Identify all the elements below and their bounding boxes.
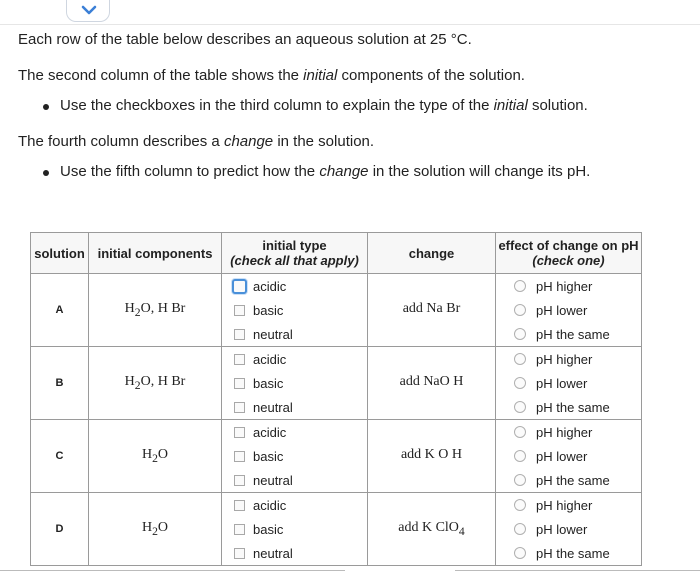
- type-option-basic[interactable]: basic: [222, 444, 367, 468]
- radio-button[interactable]: [514, 450, 526, 462]
- type-option-neutral[interactable]: neutral: [222, 468, 367, 492]
- effect-option-lower[interactable]: pH lower: [496, 517, 641, 541]
- type-option-acidic[interactable]: acidic: [222, 420, 367, 444]
- instruction-bullet-2: Use the fifth column to predict how the change in the solution will change its pH.: [60, 163, 591, 180]
- type-option-acidic[interactable]: acidic: [222, 347, 367, 371]
- header-effect: effect of change on pH (check one): [496, 233, 642, 274]
- type-option-neutral[interactable]: neutral: [222, 541, 367, 565]
- header-solution: solution: [31, 233, 89, 274]
- initial-type-options: [222, 493, 368, 566]
- bottom-edge-left: [0, 570, 345, 571]
- row-label: A: [31, 274, 89, 347]
- instruction-line-3: The fourth column describes a change in the solution.: [18, 133, 375, 150]
- type-option-basic[interactable]: basic: [222, 371, 367, 395]
- solutions-table: [30, 232, 642, 566]
- header-initial-type: initial type (check all that apply): [222, 233, 368, 274]
- initial-type-options: [222, 347, 368, 420]
- type-option-basic[interactable]: basic: [222, 517, 367, 541]
- effect-option-higher[interactable]: pH higher: [496, 493, 641, 517]
- initial-components: $H_2O$: [89, 493, 222, 566]
- effect-option-higher[interactable]: pH higher: [496, 347, 641, 371]
- instruction-bullet-1: Use the checkboxes in the third column to explain the type of the initial solution.: [60, 97, 588, 114]
- initial-components: $H_2O$: [89, 420, 222, 493]
- effect-option-same[interactable]: pH the same: [496, 395, 641, 419]
- radio-button[interactable]: [514, 401, 526, 413]
- row-label: D: [31, 493, 89, 566]
- bottom-edge-right: [455, 570, 700, 571]
- checkbox[interactable]: [234, 329, 245, 340]
- effect-option-same[interactable]: pH the same: [496, 322, 641, 346]
- bullet-dot: [43, 170, 49, 176]
- checkbox[interactable]: [234, 354, 245, 365]
- checkbox[interactable]: [234, 475, 245, 486]
- change-cell: add Na Br: [368, 274, 496, 347]
- change-cell: add K O H: [368, 420, 496, 493]
- table-row: [31, 347, 642, 420]
- radio-button[interactable]: [514, 426, 526, 438]
- checkbox[interactable]: [234, 427, 245, 438]
- checkbox[interactable]: [234, 524, 245, 535]
- effect-option-same[interactable]: pH the same: [496, 541, 641, 565]
- initial-type-options: [222, 420, 368, 493]
- effect-options: [496, 420, 642, 493]
- initial-type-options: [222, 274, 368, 347]
- table-row: [31, 420, 642, 493]
- table-row: [31, 493, 642, 566]
- table-row: [31, 274, 642, 347]
- top-separator: [0, 24, 700, 25]
- type-option-acidic[interactable]: acidic: [222, 274, 367, 298]
- chevron-down-icon: [81, 4, 97, 16]
- header-initial-components: initial components: [89, 233, 222, 274]
- initial-components: $H_2O$, H Br: [89, 274, 222, 347]
- instruction-line-2: The second column of the table shows the initial components of the solution.: [18, 67, 525, 84]
- radio-button[interactable]: [514, 280, 526, 292]
- checkbox[interactable]: [234, 402, 245, 413]
- effect-options: [496, 493, 642, 566]
- radio-button[interactable]: [514, 377, 526, 389]
- change-cell: add K ClO$_4$: [368, 493, 496, 566]
- instruction-line-1: Each row of the table below describes an aqueous solution at 25 °C.: [18, 31, 472, 48]
- effect-option-same[interactable]: pH the same: [496, 468, 641, 492]
- checkbox[interactable]: [232, 279, 247, 294]
- header-change: change: [368, 233, 496, 274]
- radio-button[interactable]: [514, 523, 526, 535]
- checkbox[interactable]: [234, 451, 245, 462]
- radio-button[interactable]: [514, 499, 526, 511]
- row-label: C: [31, 420, 89, 493]
- collapse-toggle[interactable]: [66, 0, 110, 22]
- radio-button[interactable]: [514, 474, 526, 486]
- bullet-dot: [43, 104, 49, 110]
- type-option-basic[interactable]: basic: [222, 298, 367, 322]
- effect-options: [496, 274, 642, 347]
- effect-options: [496, 347, 642, 420]
- checkbox[interactable]: [234, 548, 245, 559]
- checkbox[interactable]: [234, 305, 245, 316]
- type-option-acidic[interactable]: acidic: [222, 493, 367, 517]
- effect-option-lower[interactable]: pH lower: [496, 298, 641, 322]
- effect-option-higher[interactable]: pH higher: [496, 274, 641, 298]
- checkbox[interactable]: [234, 378, 245, 389]
- effect-option-higher[interactable]: pH higher: [496, 420, 641, 444]
- radio-button[interactable]: [514, 304, 526, 316]
- initial-components: $H_2O$, H Br: [89, 347, 222, 420]
- effect-option-lower[interactable]: pH lower: [496, 444, 641, 468]
- radio-button[interactable]: [514, 328, 526, 340]
- type-option-neutral[interactable]: neutral: [222, 395, 367, 419]
- effect-option-lower[interactable]: pH lower: [496, 371, 641, 395]
- radio-button[interactable]: [514, 547, 526, 559]
- type-option-neutral[interactable]: neutral: [222, 322, 367, 346]
- radio-button[interactable]: [514, 353, 526, 365]
- checkbox[interactable]: [234, 500, 245, 511]
- row-label: B: [31, 347, 89, 420]
- change-cell: add NaO H: [368, 347, 496, 420]
